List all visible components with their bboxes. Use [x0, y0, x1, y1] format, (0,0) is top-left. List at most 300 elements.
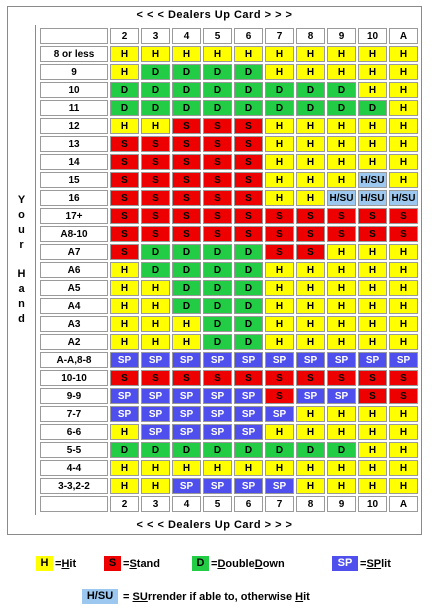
action-cell: S: [296, 370, 325, 386]
action-cell: H: [296, 460, 325, 476]
action-cell: S: [265, 370, 294, 386]
action-cell: D: [296, 442, 325, 458]
action-cell: H: [296, 316, 325, 332]
action-cell: SP: [358, 352, 387, 368]
action-cell: SP: [327, 388, 356, 404]
action-cell: D: [141, 262, 170, 278]
action-cell: D: [234, 100, 263, 116]
strategy-row: [40, 370, 418, 386]
dealer-up-card-9: 9: [327, 28, 356, 44]
action-cell: S: [296, 208, 325, 224]
action-cell: S: [172, 118, 201, 134]
legend-surrender-key: SU: [132, 590, 148, 603]
action-cell: H: [265, 316, 294, 332]
action-cell: H: [172, 334, 201, 350]
action-cell: H: [141, 478, 170, 494]
strategy-row: [40, 64, 418, 80]
side-letter: r: [19, 239, 24, 251]
hand-label: 5-5: [40, 442, 108, 458]
action-cell: D: [172, 298, 201, 314]
hand-label: 7-7: [40, 406, 108, 422]
legend-double-chip: D: [192, 556, 209, 571]
action-cell: S: [203, 370, 232, 386]
dealer-up-card-3: 3: [141, 496, 170, 512]
action-cell: H: [358, 478, 387, 494]
action-cell: H: [296, 262, 325, 278]
action-cell: H: [327, 478, 356, 494]
action-cell: D: [110, 82, 139, 98]
action-cell: H: [110, 478, 139, 494]
action-cell: SP: [172, 478, 201, 494]
action-cell: S: [172, 370, 201, 386]
action-cell: H: [265, 280, 294, 296]
strategy-row: [40, 244, 418, 260]
action-cell: S: [265, 244, 294, 260]
action-cell: H: [141, 46, 170, 62]
dealer-up-card-10: 10: [358, 496, 387, 512]
action-cell: H: [358, 424, 387, 440]
legend-stand-key: S: [129, 557, 137, 570]
action-cell: H: [265, 172, 294, 188]
action-cell: D: [141, 244, 170, 260]
hand-label: 17+: [40, 208, 108, 224]
action-cell: H: [389, 46, 418, 62]
hand-label: 11: [40, 100, 108, 116]
legend-double-rest2: own: [262, 557, 285, 570]
action-cell: S: [110, 190, 139, 206]
action-cell: D: [203, 298, 232, 314]
action-cell: D: [172, 244, 201, 260]
action-cell: H: [265, 298, 294, 314]
action-cell: S: [234, 118, 263, 134]
action-cell: H: [358, 262, 387, 278]
legend-split-chip: SP: [332, 556, 358, 571]
action-cell: D: [203, 316, 232, 332]
action-cell: H/SU: [358, 190, 387, 206]
side-letter: d: [18, 313, 25, 325]
legend-double-key2: D: [254, 557, 263, 570]
dealer-up-card-6: 6: [234, 496, 263, 512]
action-cell: H: [358, 136, 387, 152]
action-cell: H: [141, 316, 170, 332]
action-cell: H: [358, 118, 387, 134]
action-cell: D: [203, 442, 232, 458]
action-cell: D: [234, 442, 263, 458]
action-cell: H: [265, 460, 294, 476]
legend-surrender-chip: H/SU: [82, 589, 118, 604]
strategy-row: [40, 478, 418, 494]
action-cell: H: [327, 298, 356, 314]
action-cell: H: [296, 64, 325, 80]
action-cell: S: [358, 208, 387, 224]
legend-stand-rest: tand: [136, 557, 161, 570]
action-cell: SP: [141, 388, 170, 404]
action-cell: D: [110, 100, 139, 116]
dealer-up-card-3: 3: [141, 28, 170, 44]
hand-label: 15: [40, 172, 108, 188]
action-cell: SP: [172, 424, 201, 440]
action-cell: H: [358, 154, 387, 170]
dealer-up-card-header-bottom: < < < Dealers Up Card > > >: [136, 519, 293, 531]
action-cell: H: [296, 298, 325, 314]
corner-cell: [40, 28, 108, 44]
action-cell: S: [110, 136, 139, 152]
legend-hit-rest: it: [69, 557, 77, 570]
action-cell: H: [141, 460, 170, 476]
legend-split-key: SP: [366, 557, 382, 570]
legend: [0, 556, 432, 572]
hand-label: A7: [40, 244, 108, 260]
action-cell: S: [234, 190, 263, 206]
action-cell: H/SU: [389, 190, 418, 206]
action-cell: D: [203, 280, 232, 296]
action-cell: S: [265, 208, 294, 224]
strategy-row: [40, 46, 418, 62]
action-cell: H: [265, 118, 294, 134]
hand-label: A4: [40, 298, 108, 314]
legend-split-rest: lit: [381, 557, 391, 570]
action-cell: H: [327, 46, 356, 62]
legend-hit-eq: =: [55, 557, 62, 570]
action-cell: S: [172, 208, 201, 224]
strategy-row: [40, 100, 418, 116]
action-cell: H: [141, 118, 170, 134]
action-cell: H: [389, 460, 418, 476]
legend-double-rest: ouble: [225, 557, 255, 570]
action-cell: D: [296, 100, 325, 116]
action-cell: SP: [389, 352, 418, 368]
legend-surrender-eq: =: [120, 590, 133, 603]
action-cell: S: [389, 208, 418, 224]
hand-label: 9-9: [40, 388, 108, 404]
action-cell: D: [327, 100, 356, 116]
action-cell: S: [172, 154, 201, 170]
action-cell: H: [358, 64, 387, 80]
action-cell: D: [141, 442, 170, 458]
hand-label: 3-3,2-2: [40, 478, 108, 494]
hand-label: A-A,8-8: [40, 352, 108, 368]
action-cell: H: [389, 298, 418, 314]
strategy-row: [40, 460, 418, 476]
action-cell: D: [234, 82, 263, 98]
legend-surrender-rest: rrender if able to, otherwise: [147, 590, 296, 603]
action-cell: H: [265, 334, 294, 350]
action-cell: H: [203, 46, 232, 62]
action-cell: H: [389, 118, 418, 134]
action-cell: S: [234, 208, 263, 224]
action-cell: H: [172, 316, 201, 332]
action-cell: D: [203, 334, 232, 350]
action-cell: D: [234, 316, 263, 332]
action-cell: SP: [141, 406, 170, 422]
hand-label: 6-6: [40, 424, 108, 440]
hand-label: A2: [40, 334, 108, 350]
action-cell: D: [327, 82, 356, 98]
action-cell: SP: [265, 352, 294, 368]
legend-hit-key: H: [61, 557, 70, 570]
strategy-row: [40, 334, 418, 350]
action-cell: SP: [234, 352, 263, 368]
hand-label: A8-10: [40, 226, 108, 242]
action-cell: H: [358, 244, 387, 260]
action-cell: S: [234, 370, 263, 386]
action-cell: SP: [172, 406, 201, 422]
action-cell: H: [141, 280, 170, 296]
action-cell: SP: [327, 352, 356, 368]
action-cell: D: [234, 262, 263, 278]
action-cell: S: [141, 226, 170, 242]
dealer-up-card-5: 5: [203, 496, 232, 512]
side-letter: n: [18, 298, 25, 310]
action-cell: H: [296, 46, 325, 62]
dealer-up-card-2: 2: [110, 28, 139, 44]
action-cell: S: [389, 226, 418, 242]
action-cell: H: [265, 190, 294, 206]
hand-label: 12: [40, 118, 108, 134]
hand-label: 8 or less: [40, 46, 108, 62]
your-hand-text: [8, 193, 35, 327]
action-cell: H: [234, 460, 263, 476]
action-cell: SP: [234, 478, 263, 494]
strategy-row: [40, 442, 418, 458]
action-cell: H: [327, 334, 356, 350]
action-cell: D: [172, 100, 201, 116]
dealer-up-card-8: 8: [296, 28, 325, 44]
hand-label: 16: [40, 190, 108, 206]
side-letter: [8, 253, 35, 267]
action-cell: H: [296, 118, 325, 134]
action-cell: H: [296, 424, 325, 440]
strategy-row: [40, 388, 418, 404]
action-cell: H: [327, 406, 356, 422]
action-cell: H: [389, 136, 418, 152]
action-cell: S: [141, 370, 170, 386]
hand-label: 14: [40, 154, 108, 170]
action-cell: D: [234, 244, 263, 260]
side-letter: a: [18, 283, 25, 295]
action-cell: H: [358, 46, 387, 62]
action-cell: D: [172, 64, 201, 80]
dealer-up-row-bottom: [40, 496, 418, 512]
dealer-up-card-8: 8: [296, 496, 325, 512]
dealer-up-card-6: 6: [234, 28, 263, 44]
action-cell: SP: [172, 388, 201, 404]
legend-hit-chip: H: [36, 556, 53, 571]
action-cell: S: [141, 208, 170, 224]
action-cell: D: [172, 442, 201, 458]
action-cell: H: [358, 316, 387, 332]
side-letter: o: [18, 209, 25, 221]
action-cell: H: [110, 460, 139, 476]
action-cell: S: [203, 118, 232, 134]
action-cell: D: [141, 64, 170, 80]
action-cell: H: [234, 46, 263, 62]
action-cell: S: [203, 154, 232, 170]
action-cell: H: [110, 262, 139, 278]
action-cell: D: [358, 100, 387, 116]
action-cell: D: [203, 244, 232, 260]
legend-split: [332, 556, 391, 571]
action-cell: S: [265, 388, 294, 404]
strategy-chart: [7, 6, 422, 535]
side-letter: Y: [17, 194, 26, 206]
action-cell: S: [110, 370, 139, 386]
action-cell: S: [234, 172, 263, 188]
action-cell: SP: [110, 352, 139, 368]
legend-hit: [36, 556, 76, 571]
action-cell: S: [358, 388, 387, 404]
action-cell: H: [358, 460, 387, 476]
action-cell: H: [358, 442, 387, 458]
action-cell: H: [265, 64, 294, 80]
action-cell: SP: [234, 424, 263, 440]
action-cell: H: [110, 64, 139, 80]
action-cell: H: [110, 316, 139, 332]
side-letter: u: [18, 224, 25, 236]
action-cell: S: [234, 226, 263, 242]
action-cell: H: [327, 154, 356, 170]
action-cell: H: [389, 424, 418, 440]
strategy-row: [40, 406, 418, 422]
action-cell: S: [141, 154, 170, 170]
action-cell: H: [389, 154, 418, 170]
action-cell: H: [327, 136, 356, 152]
dealer-up-card-4: 4: [172, 28, 201, 44]
strategy-grid: [38, 26, 420, 514]
action-cell: H: [296, 190, 325, 206]
legend-surrender-rest2: it: [303, 590, 310, 603]
corner-cell: [40, 496, 108, 512]
hand-label: 10-10: [40, 370, 108, 386]
strategy-row: [40, 352, 418, 368]
action-cell: H: [265, 154, 294, 170]
legend-stand-eq: =: [123, 557, 130, 570]
action-cell: SP: [296, 388, 325, 404]
action-cell: H: [389, 280, 418, 296]
action-cell: S: [110, 208, 139, 224]
action-cell: SP: [203, 352, 232, 368]
action-cell: H: [110, 424, 139, 440]
dealer-up-card-A: A: [389, 28, 418, 44]
action-cell: S: [172, 136, 201, 152]
action-cell: H: [327, 316, 356, 332]
action-cell: SP: [172, 352, 201, 368]
action-cell: SP: [203, 388, 232, 404]
dealer-up-card-A: A: [389, 496, 418, 512]
action-cell: D: [203, 64, 232, 80]
action-cell: H/SU: [358, 172, 387, 188]
action-cell: H: [296, 334, 325, 350]
action-cell: SP: [234, 406, 263, 422]
dealer-up-card-5: 5: [203, 28, 232, 44]
hand-label: 10: [40, 82, 108, 98]
action-cell: D: [172, 280, 201, 296]
action-cell: D: [234, 280, 263, 296]
hand-label: 9: [40, 64, 108, 80]
hand-label: A5: [40, 280, 108, 296]
strategy-table: [38, 26, 420, 514]
action-cell: H: [389, 262, 418, 278]
legend-split-eq: =: [360, 557, 367, 570]
action-cell: SP: [110, 388, 139, 404]
action-cell: S: [141, 190, 170, 206]
action-cell: H: [358, 280, 387, 296]
strategy-row: [40, 226, 418, 242]
dealer-up-card-9: 9: [327, 496, 356, 512]
strategy-row: [40, 190, 418, 206]
action-cell: SP: [203, 478, 232, 494]
action-cell: S: [358, 226, 387, 242]
action-cell: D: [172, 262, 201, 278]
legend-surrender: [82, 589, 310, 604]
action-cell: D: [141, 100, 170, 116]
action-cell: H: [110, 280, 139, 296]
action-cell: S: [234, 154, 263, 170]
action-cell: SP: [110, 406, 139, 422]
action-cell: S: [203, 208, 232, 224]
action-cell: D: [296, 82, 325, 98]
action-cell: H: [265, 46, 294, 62]
action-cell: S: [141, 136, 170, 152]
dealer-up-card-header-top: < < < Dealers Up Card > > >: [136, 9, 293, 21]
action-cell: D: [265, 442, 294, 458]
action-cell: H: [265, 262, 294, 278]
action-cell: H: [296, 478, 325, 494]
strategy-row: [40, 118, 418, 134]
action-cell: S: [141, 172, 170, 188]
legend-double-eq: =: [211, 557, 218, 570]
legend-stand: [104, 556, 160, 571]
hand-label: 4-4: [40, 460, 108, 476]
dealer-up-card-10: 10: [358, 28, 387, 44]
action-cell: D: [203, 100, 232, 116]
action-cell: H: [389, 82, 418, 98]
dealer-up-row-top: [40, 28, 418, 44]
strategy-row: [40, 208, 418, 224]
action-cell: H: [172, 460, 201, 476]
legend-double-key: D: [217, 557, 226, 570]
action-cell: H: [389, 442, 418, 458]
action-cell: H: [327, 262, 356, 278]
strategy-row: [40, 154, 418, 170]
action-cell: H: [327, 118, 356, 134]
action-cell: SP: [203, 424, 232, 440]
action-cell: S: [203, 190, 232, 206]
strategy-row: [40, 298, 418, 314]
action-cell: D: [141, 82, 170, 98]
action-cell: H: [296, 154, 325, 170]
action-cell: SP: [265, 478, 294, 494]
action-cell: S: [327, 226, 356, 242]
hand-label: 13: [40, 136, 108, 152]
action-cell: SP: [296, 352, 325, 368]
legend-stand-chip: S: [104, 556, 121, 571]
side-letter: H: [17, 268, 26, 280]
action-cell: S: [110, 154, 139, 170]
action-cell: H: [110, 334, 139, 350]
action-cell: S: [327, 370, 356, 386]
action-cell: H: [389, 406, 418, 422]
action-cell: H: [389, 244, 418, 260]
action-cell: H: [358, 298, 387, 314]
action-cell: D: [203, 262, 232, 278]
dealer-up-card-7: 7: [265, 496, 294, 512]
action-cell: H: [327, 172, 356, 188]
action-cell: H: [389, 172, 418, 188]
hand-label: A3: [40, 316, 108, 332]
action-cell: H: [389, 100, 418, 116]
strategy-row: [40, 280, 418, 296]
